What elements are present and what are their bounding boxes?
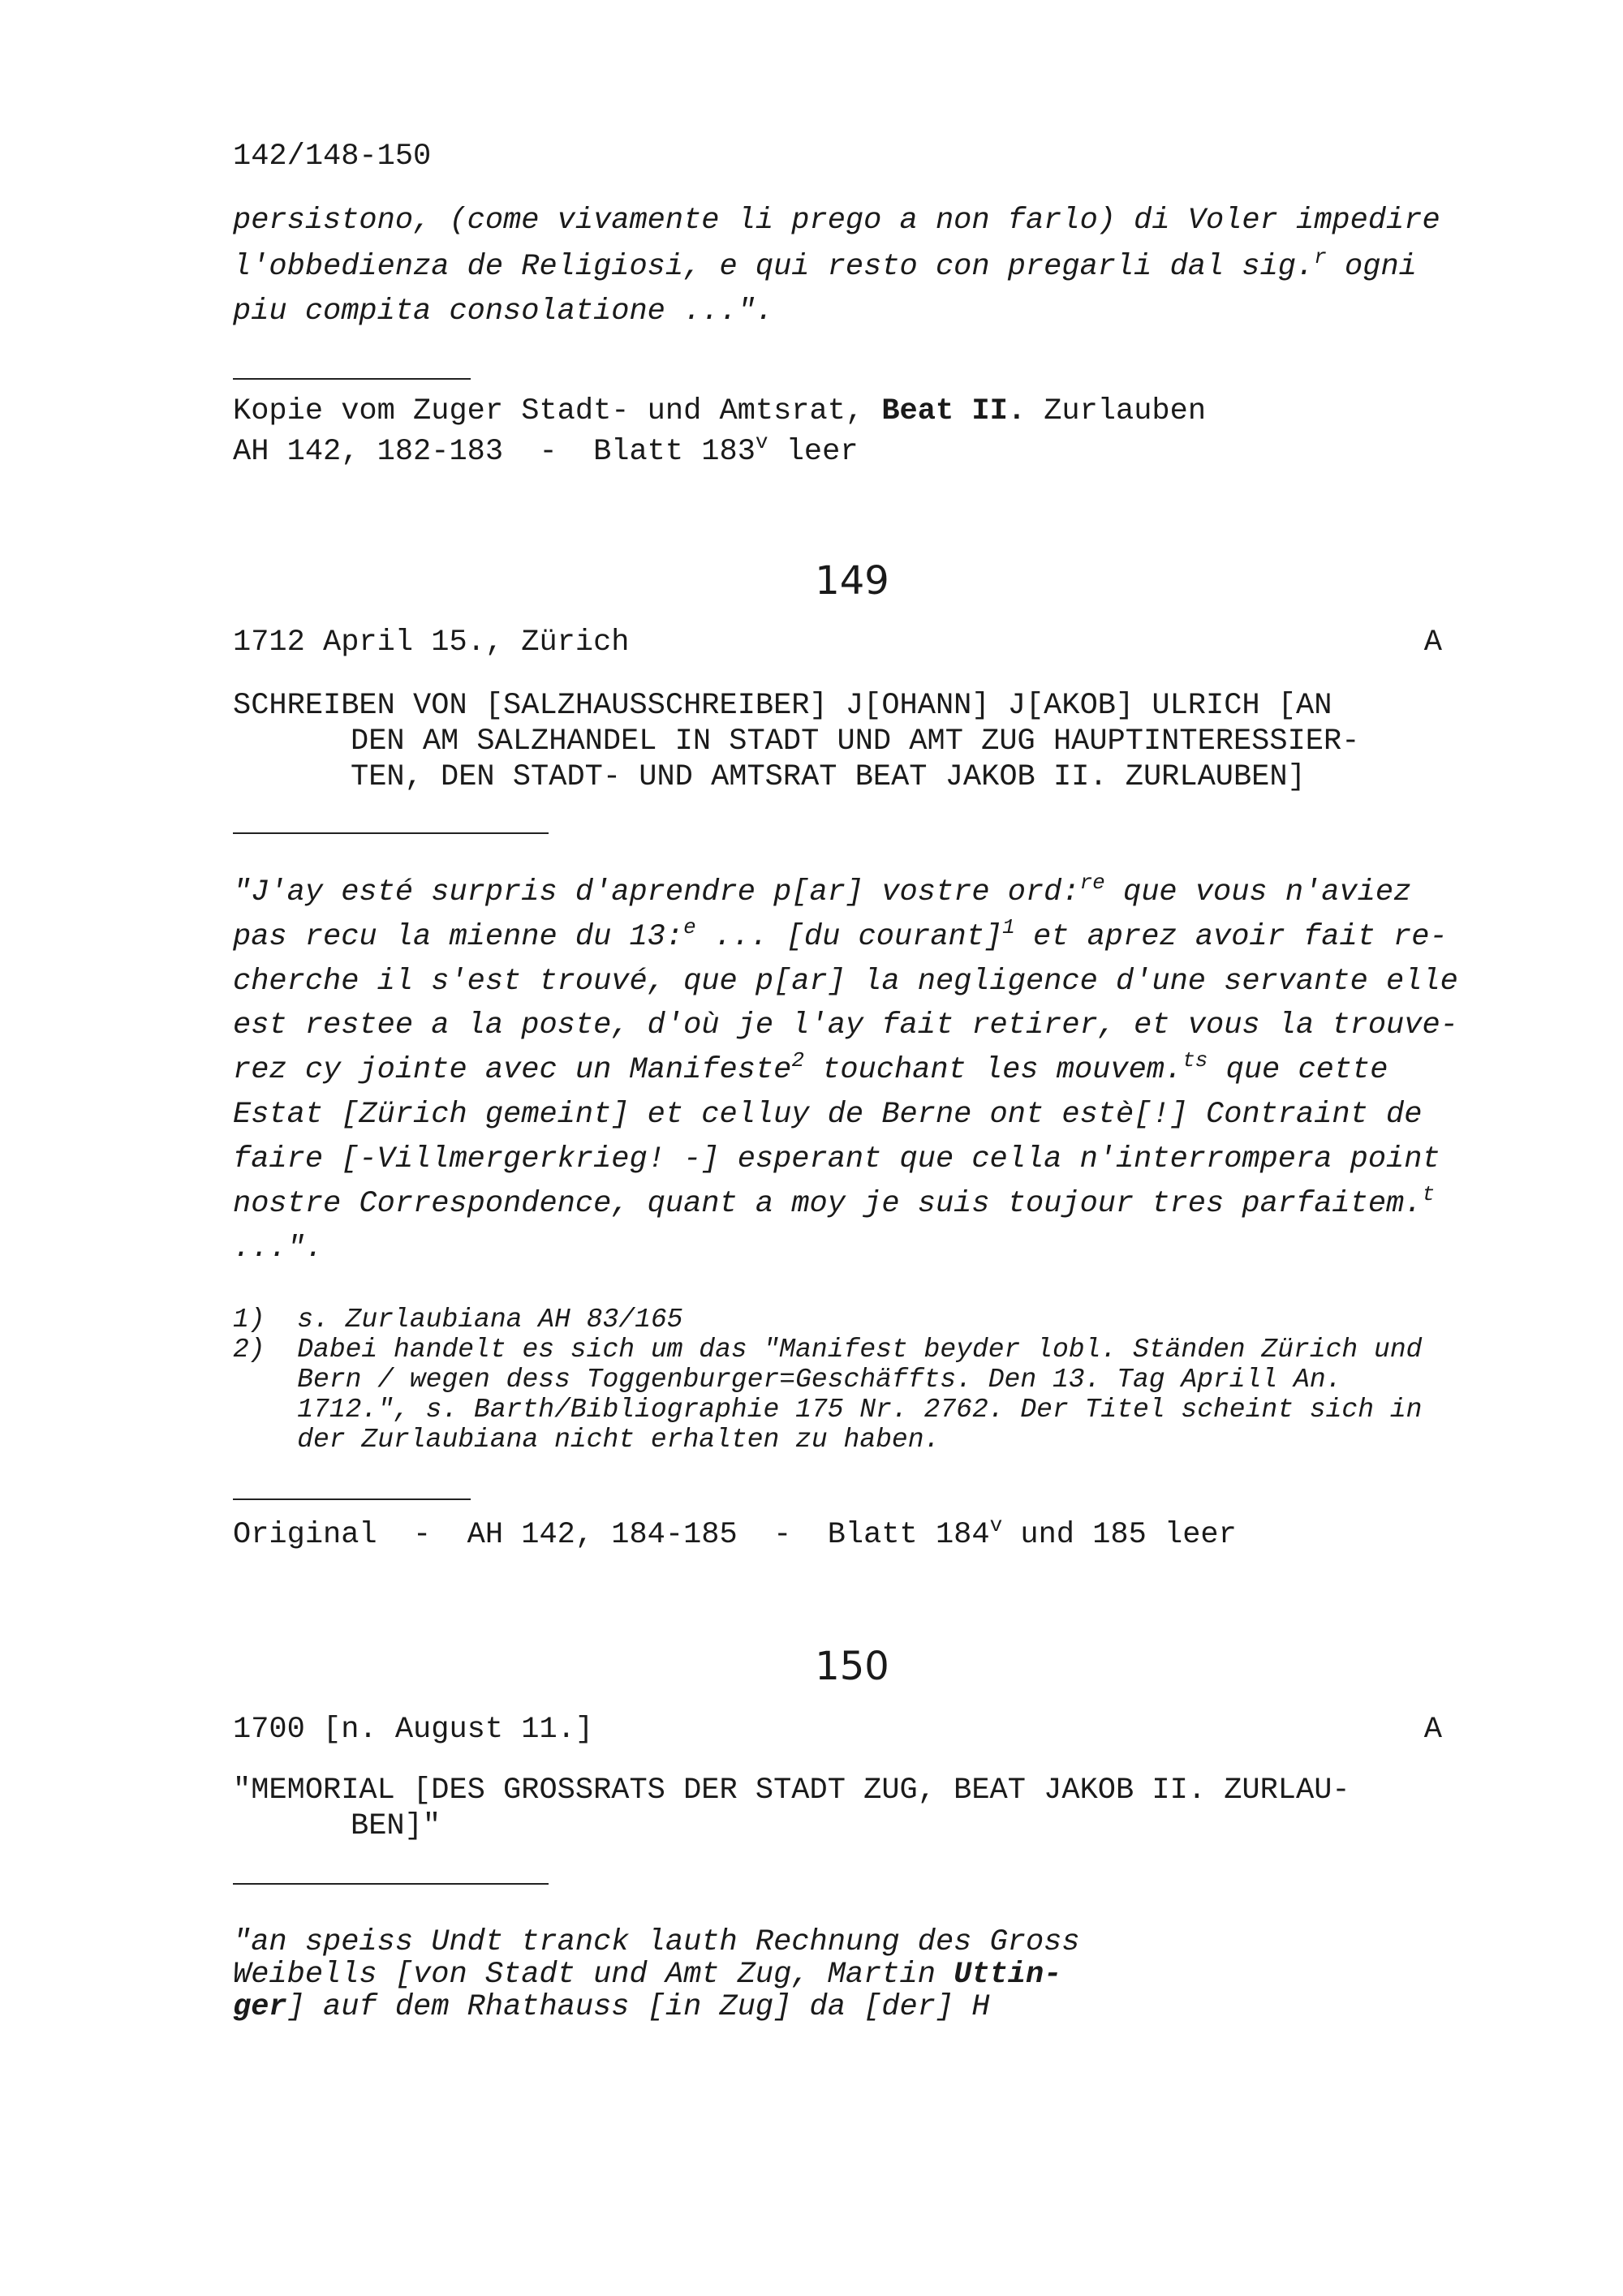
document-number: 149 <box>815 558 889 604</box>
quote-line: "an speiss Undt tranck lauth Rechnung des Gross <box>233 1925 1080 1959</box>
divider <box>233 832 549 834</box>
source-line: Kopie vom Zuger Stadt- und Amtsrat, Beat II. Zurlauben <box>233 394 1207 428</box>
date-place: 1712 April 15., Zürich <box>233 626 630 660</box>
document-number: 150 <box>815 1644 889 1689</box>
quote-line: faire [-Villmergerkrieg! -] esperant que cella n'interrompera point <box>233 1142 1440 1176</box>
footnote: der Zurlaubiana nicht erhalten zu haben. <box>233 1425 941 1455</box>
quote-line: ger] auf dem Rhathauss [in Zug] da [der] H <box>233 1990 990 2024</box>
page-reference: 142/148-150 <box>233 140 432 174</box>
document-title: DEN AM SALZHANDEL IN STADT UND AMT ZUG HAUPTINTERESSIER- <box>351 724 1360 759</box>
quote-line: Weibells [von Stadt und Amt Zug, Martin Uttin- <box>233 1958 1062 1992</box>
source-line: Original - AH 142, 184-185 - Blatt 184$^v$ und 185 leer <box>233 1513 1237 1552</box>
document-title: BEN]" <box>351 1809 441 1843</box>
quote-line: l'obbedienza de Religiosi, e qui resto con pregarli dal sig.$^r$ ogni <box>233 245 1417 284</box>
document-dateline <box>233 621 1442 664</box>
quote-line: cherche il s'est trouvé, que p[ar] la negligence d'une servante elle <box>233 965 1458 999</box>
document-title: SCHREIBEN VON [SALZHAUSSCHREIBER] J[OHANN] J[AKOB] ULRICH [AN <box>233 689 1332 723</box>
quote-line: piu compita consolatione ...". <box>233 295 774 329</box>
quote-line: "J'ay esté surpris d'aprendre p[ar] vostre ord:$^{re}$ que vous n'aviez <box>233 871 1412 909</box>
document-type: A <box>1423 1713 1442 1747</box>
divider <box>233 1498 471 1500</box>
footnote: Bern / wegen dess Toggenburger=Geschäffts. Den 13. Tag Aprill An. <box>233 1365 1342 1395</box>
footnote: 2) Dabei handelt es sich um das "Manifest beyder lobl. Ständen Zürich und <box>233 1335 1423 1365</box>
quote-line: pas recu la mienne du 13:$^e$ ... [du courant]$^1$ et aprez avoir fait re- <box>233 915 1448 954</box>
quote-line: est restee a la poste, d'où je l'ay fait retirer, et vous la trouve- <box>233 1008 1458 1043</box>
document-type: A <box>1423 626 1442 660</box>
divider <box>233 378 471 380</box>
source-line: AH 142, 182-183 - Blatt 183$^v$ leer <box>233 430 859 469</box>
quote-line: rez cy jointe avec un Manifeste$^2$ touchant les mouvem.$^{ts}$ que cette <box>233 1048 1388 1087</box>
document-title: TEN, DEN STADT- UND AMTSRAT BEAT JAKOB II. ZURLAUBEN] <box>351 760 1306 794</box>
footnote: 1712.", s. Barth/Bibliographie 175 Nr. 2762. Der Titel scheint sich in <box>233 1395 1423 1425</box>
quote-line: nostre Correspondence, quant a moy je suis toujour tres parfaitem.$^t$ <box>233 1182 1436 1221</box>
quote-line: ...". <box>233 1232 324 1266</box>
quote-line: Estat [Zürich gemeint] et celluy de Berne ont estè[!] Contraint de <box>233 1098 1423 1132</box>
quote-line: persistono, (come vivamente li prego a non farlo) di Voler impedire <box>233 204 1440 238</box>
footnote: 1) s. Zurlaubiana AH 83/165 <box>233 1305 683 1335</box>
divider <box>233 1883 549 1885</box>
date-place: 1700 [n. August 11.] <box>233 1713 594 1747</box>
document-dateline <box>233 1708 1442 1752</box>
document-title: "MEMORIAL [DES GROSSRATS DER STADT ZUG, BEAT JAKOB II. ZURLAU- <box>233 1774 1350 1808</box>
